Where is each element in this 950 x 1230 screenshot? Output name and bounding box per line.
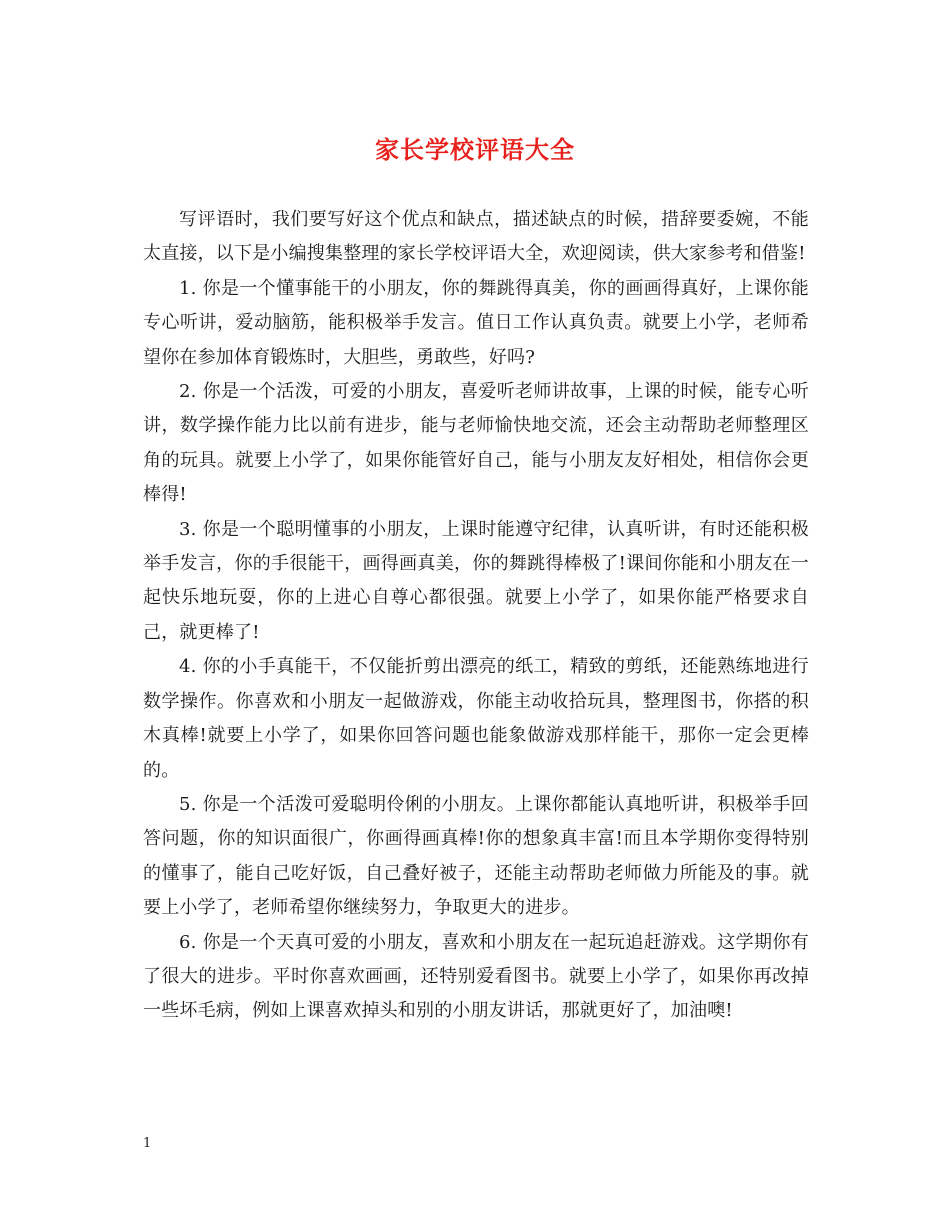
comment-item-5: 5. 你是一个活泼可爱聪明伶俐的小朋友。上课你都能认真地听讲，积极举手回答问题，你的知识面很广，你画得画真棒!你的想象真丰富!而且本学期你变得特别的懂事了，能自己吃好饭，自己叠好被子，还能主动帮助老师做力所能及的事。就要上小学了，老师希望你继续努力，争取更大的进步。 bbox=[143, 793, 809, 919]
document-title: 家长学校评语大全 bbox=[375, 135, 575, 164]
page-number: 1 bbox=[143, 1136, 152, 1151]
comment-item-2: 2. 你是一个活泼，可爱的小朋友，喜爱听老师讲故事，上课的时候，能专心听讲，数学操作能力比以前有进步，能与老师愉快地交流，还会主动帮助老师整理区角的玩具。就要上小学了，如果你能管好自己，能与小朋友友好相处，相信你会更棒得! bbox=[143, 381, 809, 506]
comment-item-3: 3. 你是一个聪明懂事的小朋友，上课时能遵守纪律，认真听讲，有时还能积极举手发言，你的手很能干，画得画真美，你的舞跳得棒极了!课间你能和小朋友在一起快乐地玩耍，你的上进心自尊心都很强。就要上小学了，如果你能严格要求自己，就更棒了! bbox=[143, 518, 809, 643]
intro-paragraph: 写评语时，我们要写好这个优点和缺点，描述缺点的时候，措辞要委婉，不能太直接，以下是小编搜集整理的家长学校评语大全，欢迎阅读，供大家参考和借鉴! bbox=[143, 209, 809, 265]
comment-item-1: 1. 你是一个懂事能干的小朋友，你的舞跳得真美，你的画画得真好，上课你能专心听讲，爱动脑筋，能积极举手发言。值日工作认真负责。就要上小学，老师希望你在参加体育锻炼时，大胆些，勇敢些，好吗? bbox=[143, 277, 809, 368]
comment-item-6: 6. 你是一个天真可爱的小朋友，喜欢和小朋友在一起玩追赶游戏。这学期你有了很大的进步。平时你喜欢画画，还特别爱看图书。就要上小学了，如果你再改掉一些坏毛病，例如上课喜欢掉头和别的小朋友讲话，那就更好了，加油噢! bbox=[143, 931, 809, 1022]
comment-item-4: 4. 你的小手真能干，不仅能折剪出漂亮的纸工，精致的剪纸，还能熟练地进行数学操作。你喜欢和小朋友一起做游戏，你能主动收拾玩具，整理图书，你搭的积木真棒!就要上小学了，如果你回答问题也能象做游戏那样能干，那你一定会更棒的。 bbox=[143, 656, 809, 781]
document-body bbox=[143, 203, 809, 1029]
